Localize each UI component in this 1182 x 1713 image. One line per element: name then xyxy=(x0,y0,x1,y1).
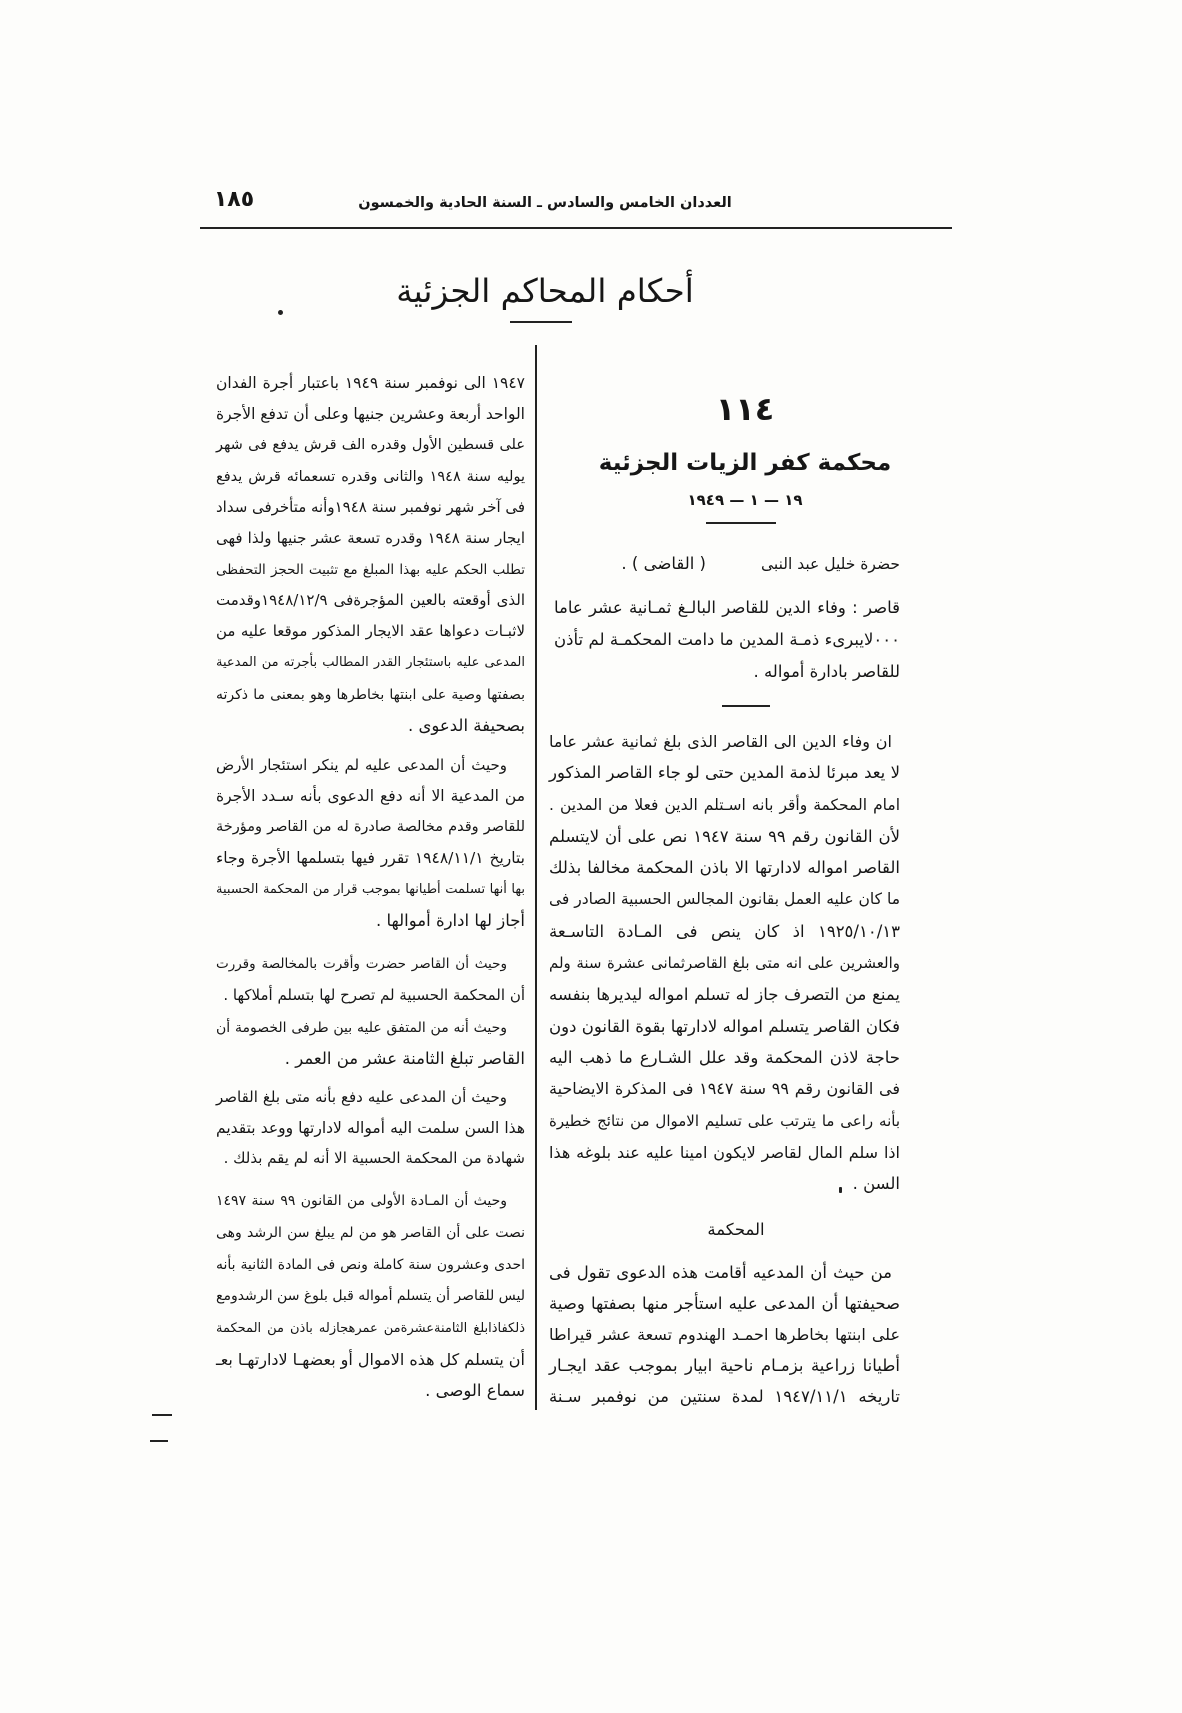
text-line xyxy=(215,1345,525,1376)
text-line xyxy=(548,1137,900,1168)
ruling-text-right xyxy=(548,1257,900,1412)
text-line-content: الواحد أربعة وعشرين جنيها وعلى أن تدفع الأجرة xyxy=(216,404,525,423)
column-divider xyxy=(535,345,537,1410)
text-line xyxy=(215,523,525,554)
text-line xyxy=(548,1168,900,1199)
page-number-text: ١٨٥ xyxy=(213,187,255,212)
text-line xyxy=(215,906,525,937)
text-line xyxy=(553,592,900,624)
text-line xyxy=(548,789,900,821)
text-line-content: صحيفتها أن المدعى عليه استأجر منها بصفتها وصية xyxy=(549,1294,900,1313)
case-date-text: ١٩ — ١ — ١٩٤٩ xyxy=(687,491,803,509)
text-line-content: قاصر : وفاء الدين للقاصر البالـغ ثمـانية عشر عاما xyxy=(554,598,900,617)
text-line xyxy=(215,1185,525,1217)
text-line-content: فكان القاصر يتسلم امواله لادارتها بقوة القانون دون xyxy=(549,1016,900,1036)
summary-rule xyxy=(722,705,770,707)
judge-role-text: ( القاضى ) . xyxy=(621,554,706,573)
text-line xyxy=(215,1113,525,1144)
court-heading-text: المحكمة xyxy=(707,1220,765,1239)
left-paragraph-2 xyxy=(215,750,525,937)
text-line-content: شهادة من المحكمة الحسبية الا أنه لم يقم بذلك . xyxy=(223,1149,525,1167)
date-rule xyxy=(706,522,776,524)
text-line xyxy=(553,656,900,688)
text-line-content: فى القانون رقم ٩٩ سنة ١٩٤٧ فى المذكرة الايضاحية xyxy=(549,1079,900,1099)
ink-speck xyxy=(278,310,283,315)
ink-speck xyxy=(152,1414,172,1416)
text-line-content: تطلب الحكم عليه بهذا المبلغ مع تثبيت الحجز التحفظى xyxy=(216,561,525,578)
text-line xyxy=(215,646,525,679)
text-line-content: ١٩٢٥/١٠/١٣ اذ كان ينص فى المـادة التاسـعة xyxy=(549,921,900,941)
text-line xyxy=(215,843,525,874)
text-line xyxy=(215,1044,525,1075)
text-line xyxy=(548,757,900,788)
text-line-content: امام المحكمة وأقر بانه اسـتلم الدين فعلا من المدين . xyxy=(549,795,900,814)
text-line xyxy=(553,624,900,656)
text-line xyxy=(548,1105,900,1137)
text-line xyxy=(215,1312,525,1345)
text-line xyxy=(215,811,525,843)
text-line-content: وحيث أن المـادة الأولى من القانون ٩٩ سنة ١٤٩٧ xyxy=(216,1193,507,1209)
text-line xyxy=(548,1257,900,1288)
text-line xyxy=(548,1073,900,1104)
text-line-content: السن . xyxy=(852,1174,900,1194)
text-line xyxy=(548,1288,900,1319)
ink-speck xyxy=(150,1440,168,1442)
text-line-content: القاصر تبلغ الثامنة عشر من العمر . xyxy=(284,1048,525,1068)
text-line xyxy=(215,980,525,1011)
text-line-content: ذلكفاذابلغ الثامنةعشرةمن عمرهجازله باذن من المحكمة xyxy=(216,1321,525,1337)
text-line xyxy=(215,461,525,493)
text-line xyxy=(215,1280,525,1312)
text-line-content: ما كان عليه العمل بقانون المجالس الحسبية الصادر فى xyxy=(549,890,900,909)
text-line-content: وحيث أنه من المتفق عليه بين طرفى الخصومة أن xyxy=(216,1020,507,1036)
text-line-content: اذا سلم المال لقاصر لايكون امينا عليه عند بلوغه هذا xyxy=(549,1142,900,1162)
left-paragraph-6 xyxy=(215,1185,525,1407)
judge-name xyxy=(760,550,900,578)
text-line-content: نصت على أن القاصر هو من لم يبلغ سن الرشد وهى xyxy=(216,1224,525,1241)
text-line-content: المدعى عليه باستئجار القدر المطالب بأجرته من المدعية xyxy=(216,655,525,671)
section-title-text: أحكام المحاكم الجزئية xyxy=(396,272,694,310)
text-line-content: والعشرين على انه متى بلغ القاصرثمانى عشرة سنة ولم xyxy=(549,954,900,973)
text-line-content: تاريخه ١٩٤٧/١١/١ لمدة سنتين من نوفمبر سـنة xyxy=(549,1387,900,1406)
text-line-content: للقاصر وقدم مخالصة صادرة له من القاصر ومؤرخة xyxy=(216,819,525,836)
text-line-content: احدى وعشرون سنة كاملة ونص فى المادة الثانية بأنه xyxy=(216,1256,525,1273)
text-line-content: للقاصر بادارة أمواله . xyxy=(753,662,900,681)
text-line xyxy=(215,1249,525,1281)
text-line xyxy=(548,1319,900,1350)
text-line-content: حاجة لاذن المحكمة وقد علل الشـارع ما ذهب اليه xyxy=(549,1047,900,1067)
text-line xyxy=(548,821,900,852)
principle-text xyxy=(548,726,900,1199)
case-number-text: ١١٤ xyxy=(715,390,775,428)
text-line-content: ليس للقاصر أن يتسلم أمواله قبل بلوغ سن الرشدومع xyxy=(216,1288,525,1305)
text-line xyxy=(215,1012,525,1044)
text-line-content: وحيث أن المدعى عليه دفع بأنه متى بلغ القاصر xyxy=(216,1088,507,1106)
text-line-content: وحيث أن القاصر حضرت وأقرت بالمخالصة وقررت xyxy=(216,956,507,972)
text-line xyxy=(215,616,525,647)
text-line-content: أن يتسلم كل هذه الاموال أو بعضهـا لادارتهـا بعـ xyxy=(216,1349,525,1369)
text-line-content: يمنع من التصرف جاز له تسلم امواله ليديرها بنفسه xyxy=(549,985,900,1005)
text-line xyxy=(215,368,525,399)
text-line-content: سماع الوصى . xyxy=(425,1380,525,1400)
text-line-content: أجاز لها ادارة أموالها . xyxy=(376,910,525,930)
text-line xyxy=(215,873,525,906)
text-line-content: لا يعد مبرئا لذمة المدين حتى لو جاء القاصر المذكور xyxy=(549,763,900,783)
left-paragraph-5 xyxy=(215,1082,525,1174)
text-line-content: الذى أوقعته بالعين المؤجرةفى ١٩٤٨/١٢/٩وقدمت xyxy=(216,591,525,610)
header-rule xyxy=(200,227,952,229)
court-name xyxy=(598,438,892,486)
title-rule xyxy=(510,321,572,323)
text-line-content: لاثبـات دعواها عقد الايجار المذكور موقعا عليه من xyxy=(216,621,525,640)
left-paragraph-3 xyxy=(215,948,525,1010)
text-line-content: هذا السن سلمت اليه أمواله لادارتها ووعد بتقديم xyxy=(216,1118,525,1137)
text-line-content: وحيث أن المدعى عليه لم ينكر استئجار الأرض xyxy=(216,756,507,774)
text-line xyxy=(548,947,900,979)
text-line xyxy=(215,711,525,742)
text-line-content: على ابنتها بخاطرها احمـد الهندوم تسعة عشر قيراطا xyxy=(549,1325,900,1344)
ink-speck xyxy=(839,1187,842,1193)
text-line xyxy=(548,979,900,1010)
text-line-content: بأنه راعى ما يترتب على تسليم الاموال من نتائج خطيرة xyxy=(549,1111,900,1130)
text-line-content: ١٩٤٧ الى نوفمبر سنة ١٩٤٩ باعتبار أجرة الفدان xyxy=(216,374,525,392)
text-line xyxy=(215,554,525,586)
text-line xyxy=(548,852,900,883)
text-line-content: ان وفاء الدين الى القاصر الذى بلغ ثمانية عشر عاما xyxy=(549,732,892,751)
text-line xyxy=(215,585,525,616)
text-line-content: ايجار سنة ١٩٤٨ وقدره تسعة عشر جنيها ولذا فهى xyxy=(216,528,525,547)
judge-name-text: حضرة خليل عبد النبى xyxy=(761,555,900,573)
text-line xyxy=(215,750,525,781)
text-line xyxy=(215,781,525,812)
text-line-content: أن المحكمة الحسبية لم تصرح لها بتسلم أملاكها . xyxy=(223,985,525,1004)
text-line-content: بتاريخ ١٩٤٨/١١/١ تقرر فيها بتسلمها الأجرة وجاء xyxy=(216,848,525,867)
text-line-content: أطيانا زراعية بزمـام ناحية ابيار بموجب عقد ايجـار xyxy=(549,1356,900,1375)
text-line-content: ٠٠٠لايبرىء ذمـة المدين ما دامت المحكمـة لم تأذن xyxy=(554,630,900,649)
section-title xyxy=(395,266,695,316)
left-paragraph-4 xyxy=(215,1012,525,1074)
text-line xyxy=(548,883,900,915)
text-line xyxy=(215,1082,525,1113)
text-line-content: فى آخر شهر نوفمبر سنة ١٩٤٨وأنه متأخرفى سداد xyxy=(216,498,525,517)
text-line-content: من حيث أن المدعيه أقامت هذه الدعوى تقول فى xyxy=(549,1263,892,1282)
text-line xyxy=(548,726,900,757)
text-line xyxy=(548,1042,900,1073)
court-name-text: محكمة كفر الزيات الجزئية xyxy=(598,450,892,476)
text-line xyxy=(215,679,525,711)
left-paragraph-1 xyxy=(215,368,525,741)
text-line-content: بصحيفة الدعوى . xyxy=(407,715,525,735)
text-line xyxy=(215,492,525,523)
page-number xyxy=(204,185,264,215)
text-line-content: يوليه سنة ١٩٤٨ والثانى وقدره تسعمائه قرش يدفع xyxy=(216,468,525,485)
text-line-content: لأن القانون رقم ٩٩ سنة ١٩٤٧ نص على أن لايتسلم xyxy=(549,826,900,846)
court-heading xyxy=(688,1216,784,1244)
text-line xyxy=(548,1011,900,1042)
judge-role xyxy=(596,550,706,578)
text-line-content: القاصر امواله لادارتها الا باذن المحكمة مخالفا بذلك xyxy=(549,858,900,878)
running-header-text: العددان الخامس والسادس ـ السنة الحادية والخمسون xyxy=(358,195,732,211)
case-summary xyxy=(553,592,900,688)
case-number xyxy=(695,388,795,430)
case-date xyxy=(680,488,810,512)
text-line xyxy=(215,1143,525,1174)
text-line xyxy=(548,1381,900,1412)
text-line xyxy=(215,948,525,980)
text-line-content: على قسطين الأول وقدره الف قرش يدفع فى شهر xyxy=(216,437,525,454)
text-line-content: بها أنها تسلمت أطيانها بموجب قرار من المحكمة الحسبية xyxy=(216,882,525,898)
text-line xyxy=(215,1217,525,1249)
text-line xyxy=(548,916,900,947)
text-line-content: بصفتها وصية على ابنتها بخاطرها وهو بمعنى ما ذكرته xyxy=(216,686,525,703)
text-line-content: من المدعية الا أنه دفع الدعوى بأنه سـدد الأجرة xyxy=(216,786,525,805)
text-line xyxy=(548,1350,900,1381)
text-line xyxy=(215,1376,525,1407)
running-header xyxy=(352,186,738,218)
text-line xyxy=(215,429,525,461)
text-line xyxy=(215,399,525,430)
